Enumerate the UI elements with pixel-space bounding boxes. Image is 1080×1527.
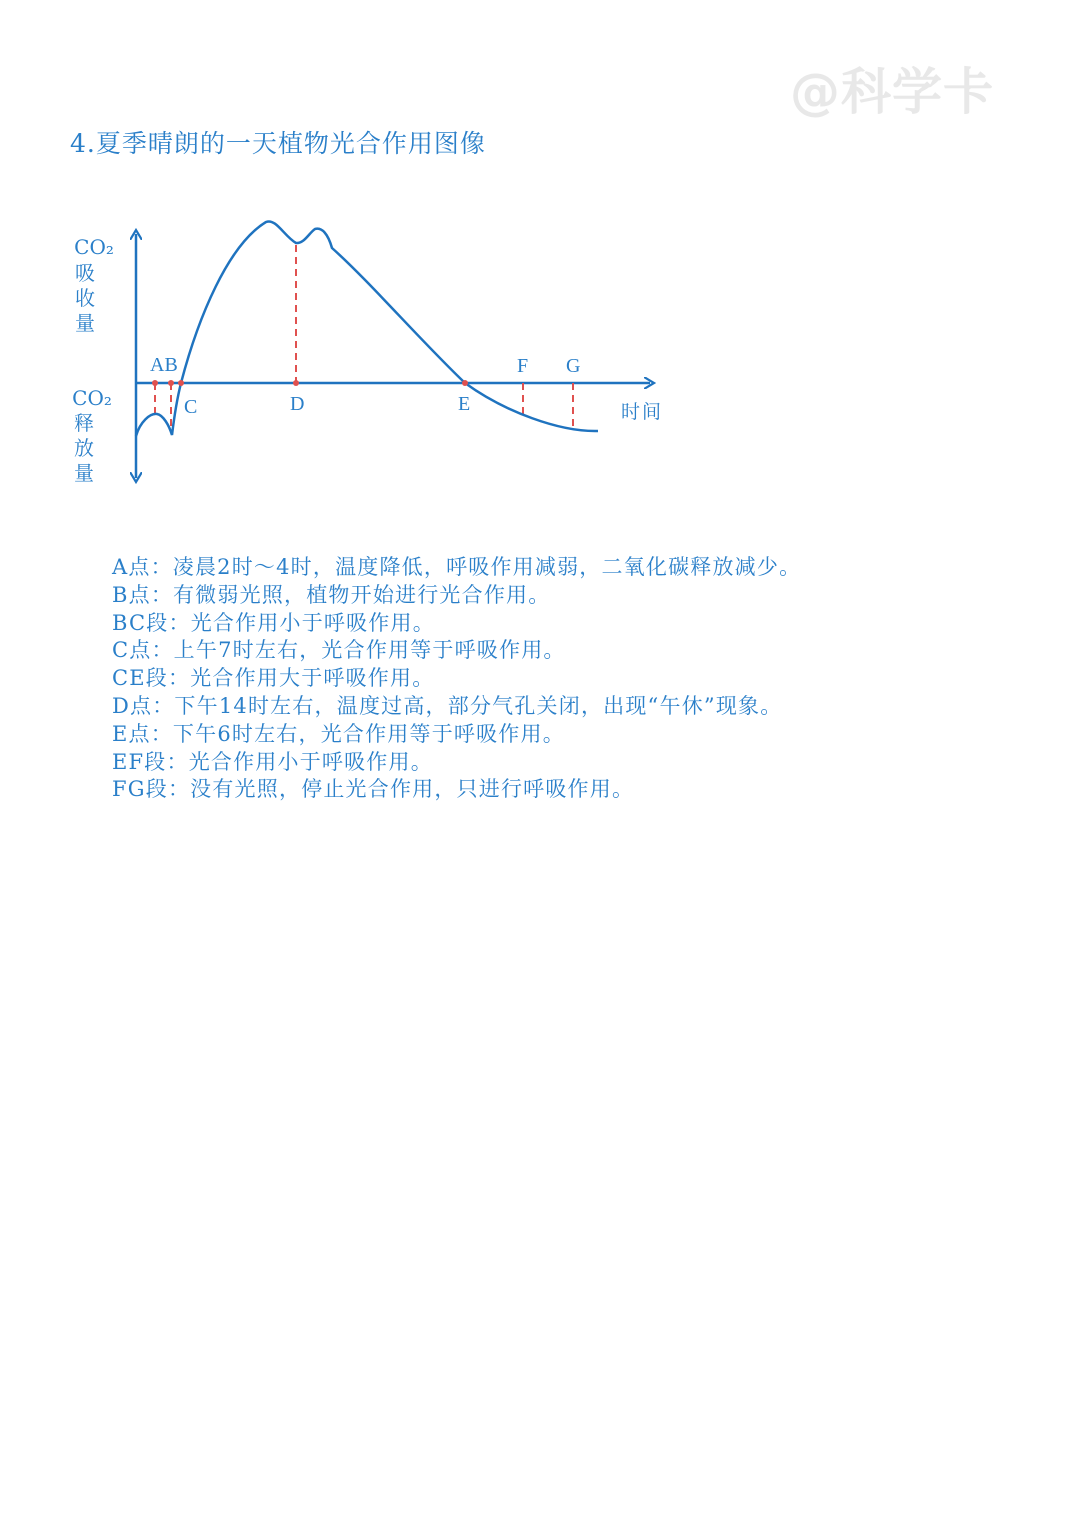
note-d: D点：下午14时左右，温度过高，部分气孔关闭，出现“午休”现象。 [112, 693, 783, 718]
note-ef: EF段：光合作用小于呼吸作用。 [112, 749, 433, 774]
note-e: E点：下午6时左右，光合作用等于呼吸作用。 [112, 721, 565, 746]
note-a: A点：凌晨2时～4时，温度降低，呼吸作用减弱，二氧化碳释放减少。 [112, 555, 802, 579]
point-e [462, 380, 468, 386]
y-lower-char-1: 释 [74, 411, 94, 435]
label-e: E [458, 393, 471, 415]
page-title: 4.夏季晴朗的一天植物光合作用图像 [70, 129, 486, 158]
point-b [168, 380, 174, 386]
co2-curve [136, 221, 598, 436]
explanation-list [112, 554, 801, 804]
note-ce: CE段：光合作用大于呼吸作用。 [112, 666, 435, 691]
y-lower-co2: CO₂ [72, 386, 112, 410]
note-b: B点：有微弱光照，植物开始进行光合作用。 [112, 582, 551, 607]
label-g: G [566, 355, 581, 377]
watermark: @科学卡 [790, 63, 994, 121]
label-c: C [184, 396, 198, 418]
note-fg: FG段：没有光照，停止光合作用，只进行呼吸作用。 [112, 777, 635, 802]
y-upper-co2: CO₂ [74, 235, 114, 259]
y-lower-char-3: 量 [74, 461, 94, 485]
point-a [152, 380, 158, 386]
note-bc: BC段：光合作用小于呼吸作用。 [112, 610, 435, 635]
y-upper-char-3: 量 [75, 311, 95, 335]
y-upper-char-2: 收 [75, 286, 95, 310]
x-axis-label: 时间 [621, 401, 664, 423]
point-d [293, 380, 299, 386]
photosynthesis-diagram [0, 0, 700, 500]
y-lower-char-2: 放 [74, 436, 94, 460]
y-upper-char-1: 吸 [75, 261, 95, 285]
label-f: F [517, 355, 529, 377]
label-d: D [290, 393, 305, 415]
point-c [178, 380, 184, 386]
note-c: C点：上午7时左右，光合作用等于呼吸作用。 [112, 638, 566, 663]
label-ab: AB [150, 354, 178, 376]
